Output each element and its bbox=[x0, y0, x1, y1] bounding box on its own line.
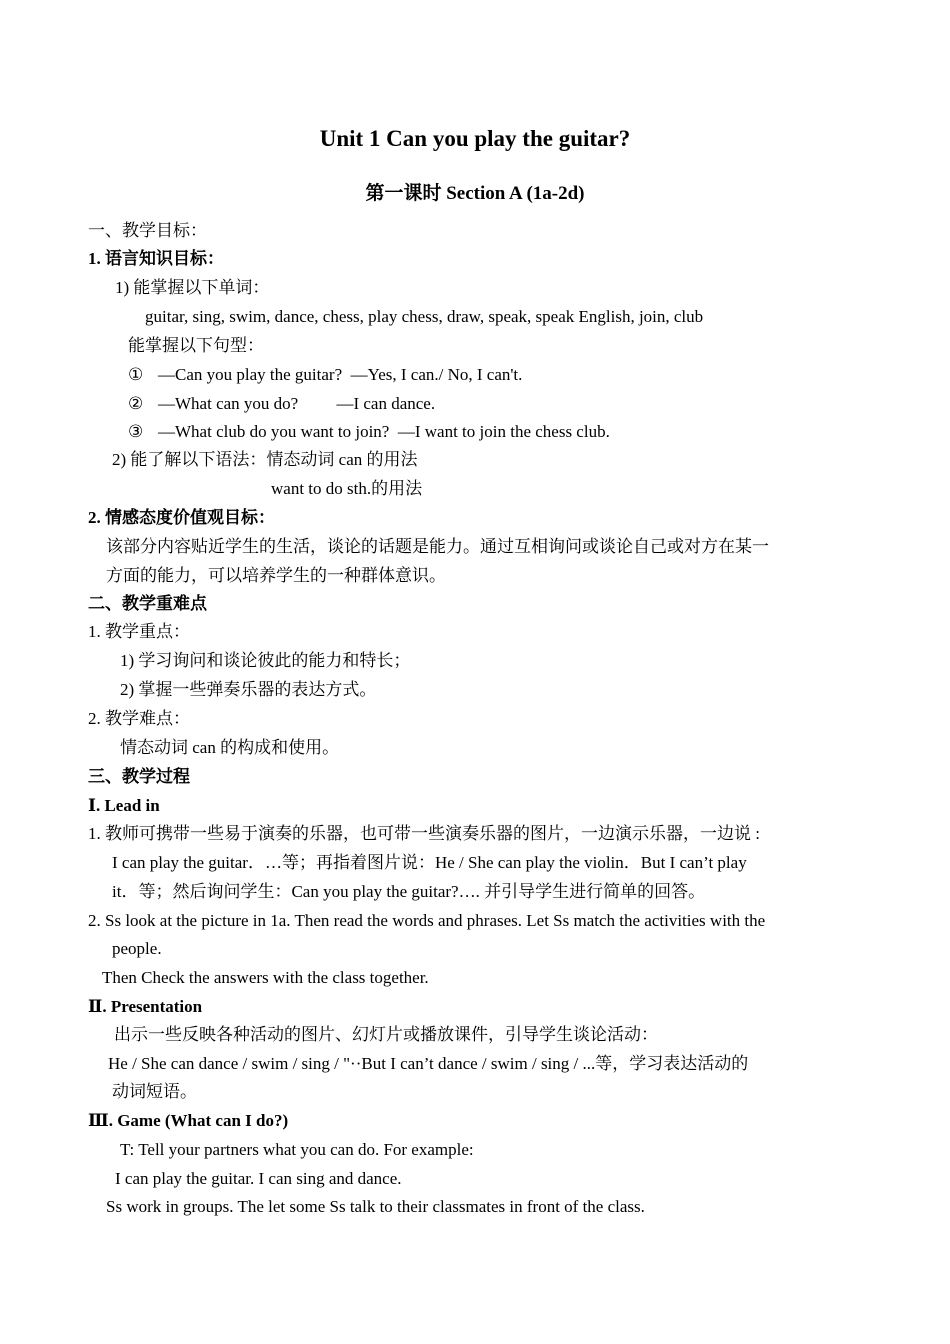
focus-item-2: 2) 掌握一些弹奏乐器的表达方式。 bbox=[120, 680, 377, 699]
presentation-text-2: He / She can dance / swim / sing / "··But I can’t dance / swim / sing / ...等，学习表达活动的 bbox=[108, 1054, 749, 1073]
pattern-item bbox=[128, 364, 522, 386]
lead-in-step-1a: 1. 教师可携带一些易于演奏的乐器，也可带一些演奏乐器的图片，一边演示乐器，一边说 : bbox=[88, 824, 760, 843]
emotion-text-2: 方面的能力，可以培养学生的一种群体意识。 bbox=[106, 566, 446, 585]
lead-in-step-2b: people. bbox=[112, 939, 162, 958]
lead-in-step-1c: it．等；然后询问学生：Can you play the guitar?…. 并引导学生进行简单的回答。 bbox=[112, 882, 706, 901]
lead-in-step-2a: 2. Ss look at the picture in 1a. Then read the words and phrases. Let Ss match the activities with the bbox=[88, 911, 766, 930]
game-text-2: I can play the guitar. I can sing and dance. bbox=[115, 1169, 402, 1188]
difficulty-item-1: 情态动词 can 的构成和使用。 bbox=[120, 738, 340, 757]
language-goal-heading: 1. 语言知识目标： bbox=[88, 249, 224, 268]
grammar-line-1: 2) 能了解以下语法：情态动词 can 的用法 bbox=[112, 450, 418, 469]
focus-heading: 1. 教学重点： bbox=[88, 622, 190, 641]
pattern-number: ③ bbox=[128, 422, 144, 441]
game-text-1: T: Tell your partners what you can do. For example: bbox=[120, 1140, 474, 1159]
focus-item-1: 1) 学习询问和谈论彼此的能力和特长； bbox=[120, 651, 411, 670]
pattern-text: —Can you play the guitar? —Yes, I can./ No, I can't. bbox=[158, 365, 523, 384]
emotion-text-1: 该部分内容贴近学生的生活，谈论的话题是能力。通过互相询问或谈论自己或对方在某一 bbox=[106, 537, 769, 556]
game-text-3: Ss work in groups. The let some Ss talk to their classmates in front of the class. bbox=[106, 1197, 645, 1216]
lead-in-step-1b: I can play the guitar．…等；再指着图片说：He / She can play the violin．But I can’t play bbox=[112, 853, 747, 872]
document-title: Unit 1 Can you play the guitar? bbox=[319, 126, 631, 151]
pattern-number: ② bbox=[128, 394, 144, 413]
game-heading: Ⅲ. Game (What can I do?) bbox=[88, 1111, 289, 1130]
pattern-text: —What can you do? —I can dance. bbox=[158, 394, 436, 413]
section-3-heading: 三、教学过程 bbox=[88, 767, 190, 786]
patterns-intro: 能掌握以下句型： bbox=[128, 336, 264, 355]
section-2-heading: 二、教学重难点 bbox=[88, 594, 207, 613]
document-subtitle: 第一课时 Section A (1a-2d) bbox=[365, 183, 585, 204]
lead-in-step-3: Then Check the answers with the class together. bbox=[102, 968, 429, 987]
vocab-intro: 1) 能掌握以下单词： bbox=[115, 278, 270, 297]
pattern-item bbox=[128, 393, 435, 415]
grammar-line-2: want to do sth.的用法 bbox=[271, 479, 423, 498]
section-1-heading: 一、教学目标： bbox=[88, 221, 207, 240]
pattern-number: ① bbox=[128, 365, 144, 384]
emotion-goal-heading: 2. 情感态度价值观目标： bbox=[88, 508, 275, 527]
pattern-text: —What club do you want to join? —I want to join the chess club. bbox=[158, 422, 610, 441]
difficulty-heading: 2. 教学难点： bbox=[88, 709, 190, 728]
vocab-list: guitar, sing, swim, dance, chess, play chess, draw, speak, speak English, join, club bbox=[145, 307, 704, 326]
presentation-text-1: 出示一些反映各种活动的图片、幻灯片或播放课件，引导学生谈论活动： bbox=[114, 1025, 658, 1044]
lead-in-heading: Ⅰ. Lead in bbox=[88, 796, 160, 815]
presentation-heading: Ⅱ. Presentation bbox=[88, 997, 203, 1016]
pattern-item bbox=[128, 421, 610, 443]
presentation-text-3: 动词短语。 bbox=[112, 1082, 197, 1101]
